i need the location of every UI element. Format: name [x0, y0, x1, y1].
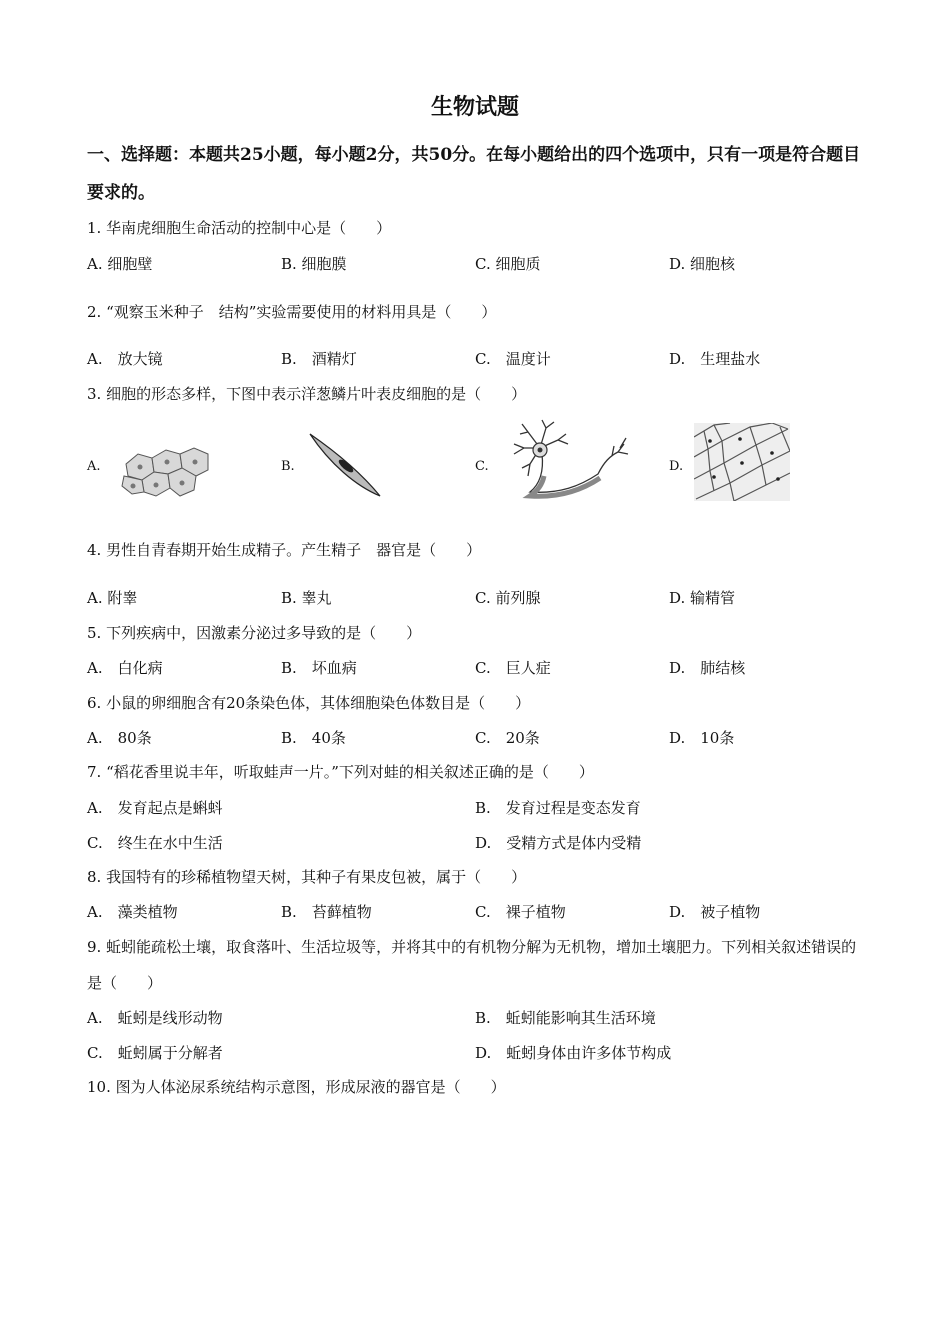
q7-option-c: C. 终生在水中生活: [87, 834, 223, 852]
q3-option-b-label: B.: [281, 459, 295, 474]
q2-option-b: B. 酒精灯: [281, 350, 357, 368]
q8-option-a: A. 藻类植物: [87, 903, 178, 921]
q6-option-c: C. 20条: [475, 729, 540, 747]
q5-option-c: C. 巨人症: [475, 659, 551, 677]
q3-option-c-label: C.: [475, 459, 489, 474]
epithelial-cells-image: [120, 440, 212, 498]
question-6: 6. 小鼠的卵细胞含有20条染色体，其体细胞染色体数目是（ ）: [87, 694, 531, 712]
q3-option-d-label: D.: [669, 459, 684, 474]
q7-option-b: B. 发育过程是变态发育: [475, 799, 641, 817]
question-5: 5. 下列疾病中，因激素分泌过多导致的是（ ）: [87, 624, 422, 642]
question-9: 9. 蚯蚓能疏松土壤，取食落叶、生活垃圾等，并将其中的有机物分解为无机物，增加土壤肥力。下列相关叙述错误的是（ ）: [87, 938, 857, 992]
muscle-cell-image: [306, 430, 384, 500]
q9-option-c: C. 蚯蚓属于分解者: [87, 1044, 223, 1062]
q8-option-c: C. 裸子植物: [475, 903, 566, 921]
q1-option-c: C. 细胞质: [475, 255, 541, 273]
q4-option-c: C. 前列腺: [475, 589, 541, 607]
q4-option-d: D. 输精管: [669, 589, 736, 607]
q6-option-b: B. 40条: [281, 729, 346, 747]
question-4: 4. 男性自青春期开始生成精子。产生精子 器官是（ ）: [87, 541, 482, 559]
q1-option-d: D. 细胞核: [669, 255, 736, 273]
q9-option-a: A. 蚯蚓是线形动物: [87, 1009, 223, 1027]
q2-option-c: C. 温度计: [475, 350, 551, 368]
q7-option-d: D. 受精方式是体内受精: [475, 834, 642, 852]
q1-option-b: B. 细胞膜: [281, 255, 347, 273]
q6-option-a: A. 80条: [87, 729, 152, 747]
onion-epidermis-image: [694, 423, 790, 501]
question-2: 2. “观察玉米种子 结构”实验需要使用的材料用具是（ ）: [87, 303, 497, 321]
q2-option-a: A. 放大镜: [87, 350, 163, 368]
question-3: 3. 细胞的形态多样，下图中表示洋葱鳞片叶表皮细胞的是（ ）: [87, 385, 527, 403]
q1-option-a: A. 细胞壁: [87, 255, 153, 273]
q9-option-b: B. 蚯蚓能影响其生活环境: [475, 1009, 656, 1027]
question-1: 1. 华南虎细胞生命活动的控制中心是（ ）: [87, 219, 392, 237]
q3-option-a-label: A.: [87, 459, 101, 474]
q5-option-b: B. 坏血病: [281, 659, 357, 677]
q8-option-b: B. 苔藓植物: [281, 903, 372, 921]
q4-option-b: B. 睾丸: [281, 589, 332, 607]
q2-option-d: D. 生理盐水: [669, 350, 761, 368]
page-title: 生物试题: [430, 94, 519, 120]
question-7: 7. “稻花香里说丰年，听取蛙声一片。”下列对蛙的相关叙述正确的是（ ）: [87, 763, 594, 781]
q4-option-a: A. 附睾: [87, 589, 138, 607]
q5-option-d: D. 肺结核: [669, 659, 746, 677]
section-heading: 一、选择题：本题共25小题，每小题2分，共50分。在每小题给出的四个选项中，只有一项是符合题目要求的。: [87, 145, 861, 203]
q7-option-a: A. 发育起点是蝌蚪: [87, 799, 223, 817]
q9-option-d: D. 蚯蚓身体由许多体节构成: [475, 1044, 672, 1062]
q6-option-d: D. 10条: [669, 729, 735, 747]
neuron-image: [500, 418, 630, 502]
question-8: 8. 我国特有的珍稀植物望天树，其种子有果皮包被，属于（ ）: [87, 868, 527, 886]
question-10: 10. 图为人体泌尿系统结构示意图，形成尿液的器官是（ ）: [87, 1078, 506, 1096]
q8-option-d: D. 被子植物: [669, 903, 761, 921]
q5-option-a: A. 白化病: [87, 659, 163, 677]
